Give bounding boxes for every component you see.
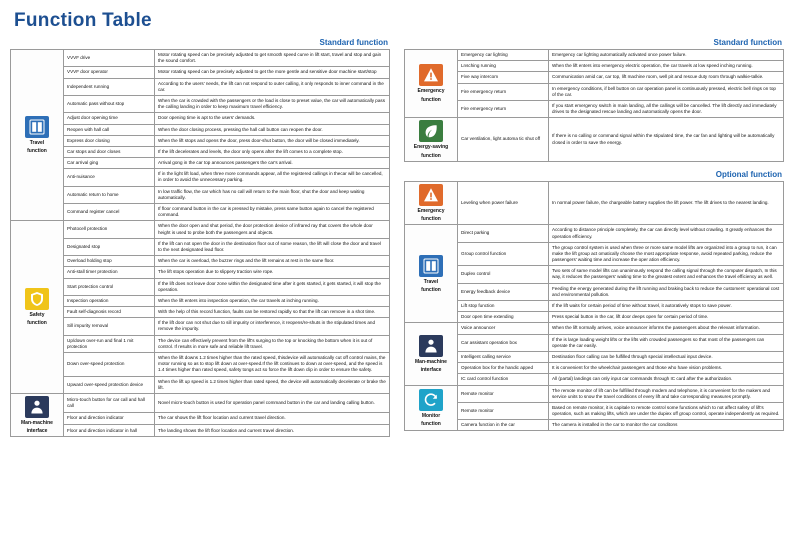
function-name-cell: Lnsching running [458, 61, 549, 72]
function-name-cell: Fault self-diagnosis record [64, 307, 155, 318]
function-desc-cell: If the lift waits for certain period of time without travel, it autoratively stops to save power. [549, 301, 784, 312]
function-desc-cell: According to the users' needs, the lift can not respond to outer calling, it only responds to inner command in the car. [155, 78, 390, 95]
function-desc-cell: It is convenient for the wheelchair passengers and those who have vision problems. [549, 363, 784, 374]
function-name-cell: Independent running [64, 78, 155, 95]
function-name-cell: Photocell protection [64, 221, 155, 238]
function-name-cell: Direct parking [458, 225, 549, 242]
standard-function-heading-right: Standard function [713, 38, 782, 47]
table-row [11, 67, 390, 78]
function-name-cell: Down over-speed protection [64, 353, 155, 377]
category-cell [405, 181, 458, 225]
category-cell [405, 385, 458, 431]
function-desc-cell: If you start emergency switch in main landing, all the callings will be cancelled. The lift directly and immediately drives to the designated rescue landing and automatically opens the door. [549, 100, 784, 117]
table-row [405, 402, 784, 419]
function-desc-cell: The device can effectively prevent from the lift's surging to the top or knocking the bottom when it is out of control. If results in more safe and reliable lift travel. [155, 335, 390, 352]
function-desc-cell: Communication amid car, car top, lift machine room, well pit and rescue duty room through walkie-talkie. [549, 72, 784, 83]
function-name-cell: Micro-touch button for car call and hall call [64, 393, 155, 412]
category-cell [405, 225, 458, 323]
category-label: function [421, 216, 441, 223]
function-name-cell: Designated stop [64, 238, 155, 255]
function-name-cell: Express door closing [64, 135, 155, 146]
table-row [405, 266, 784, 283]
function-desc-cell: Motor rotating speed can be precisely adjusted to get the more gentle and sensitive door machine start/stop [155, 67, 390, 78]
function-name-cell: Fire emergency return [458, 83, 549, 100]
function-desc-cell: If the lift can not open the door in the destination floor out of some reason, the lift will close the door and travel to the next designated lead floor. [155, 238, 390, 255]
function-desc-cell: Emergency car lighting automatically activated once power failure. [549, 50, 784, 61]
function-desc-cell: When the lift enters into inspection operation, the car travels at inching running. [155, 295, 390, 306]
category-label: Safety [29, 311, 45, 318]
function-name-cell: Automatic pass without stop [64, 95, 155, 112]
function-name-cell: Inspection operation [64, 295, 155, 306]
function-name-cell: VVVF door operator [64, 67, 155, 78]
function-name-cell: Operation box for the handic apped [458, 363, 549, 374]
function-name-cell: Start protection control [64, 278, 155, 295]
category-label: interface [420, 366, 442, 373]
table-row [11, 50, 390, 67]
table-row [405, 100, 784, 117]
table-row [11, 78, 390, 95]
category-cell [405, 323, 458, 385]
emergency-alert-icon [419, 184, 443, 206]
category-label: function [27, 320, 47, 327]
function-desc-cell: According to distance principle completely, the car can directly level without crawling. It greatly enhances the operation efficiency. [549, 225, 784, 242]
function-name-cell: Intelligent calling service [458, 351, 549, 362]
function-desc-cell: The camera is installed in the car to monitor the car conditons [549, 420, 784, 431]
table-row [11, 221, 390, 238]
category-cell [11, 50, 64, 221]
function-name-cell: Emergency car lighting [458, 50, 549, 61]
function-desc-cell: Two sets of same model lifts can unanimously respond the calling signal through the computer dispatch, In this way, it reduces the passengers' waiting time to the greatest extent and enhances the travel efficiency as well. [549, 266, 784, 283]
function-desc-cell: If the lift decelerates and levels, the door only opens after the lift comes to a complete stop. [155, 146, 390, 157]
standard-function-heading: Standard function [319, 38, 388, 47]
table-row [11, 318, 390, 335]
right-column [404, 38, 784, 431]
table-row [11, 267, 390, 278]
table-row [405, 50, 784, 61]
function-desc-cell: All (partal) landings can only input car commands through IC card after the authorization. [549, 374, 784, 385]
function-desc-cell: When the lift normally arrives, voice announcer informs the passengers about the relevant information. [549, 323, 784, 334]
table-row [405, 312, 784, 323]
function-name-cell: IC card control function [458, 374, 549, 385]
category-cell [11, 221, 64, 394]
man-machine-interface-icon [25, 396, 49, 418]
two-column-layout [10, 38, 790, 437]
standard-function-table-left [10, 49, 390, 437]
function-desc-cell: When the lift up speed is 1.2 times higher than rated speed, the device will automatically decelerate or brake the lift. [155, 376, 390, 393]
table-row [11, 412, 390, 424]
function-name-cell: Reopen with hall call [64, 124, 155, 135]
function-desc-cell: Novel micro-touch button is used for operation panel command button in the car and landing calling button. [155, 393, 390, 412]
table-row [11, 135, 390, 146]
table-row [405, 351, 784, 362]
function-desc-cell: Arrival gong in the car top announces passengers the car's arrival. [155, 158, 390, 169]
function-desc-cell: In normal power failure, the chargeable battery supplies the lift power. The lift drives to the nearest landing. [549, 181, 784, 225]
category-label: Energy-saving [413, 144, 449, 151]
function-name-cell: Group control function [458, 242, 549, 266]
table-row [11, 124, 390, 135]
left-column [10, 38, 390, 437]
table-row [11, 95, 390, 112]
duplex-control-icon [419, 255, 443, 277]
table-row [405, 385, 784, 402]
function-name-cell: Camera function in the car [458, 420, 549, 431]
function-desc-cell: When the car is crowded with the passengers or the load is close to preset value, the car will automatically pass the calling landing in order to keep maximum travel efficiency. [155, 95, 390, 112]
category-cell [405, 118, 458, 162]
table-row [405, 363, 784, 374]
function-desc-cell: If the lift does not leave door zone within the designated time after it gets started, it gets started, it will stop the operation. [155, 278, 390, 295]
function-desc-cell: Press special button in the car, lift door deeps open for certain period of time. [549, 312, 784, 323]
function-desc-cell: Motor rotating speed can be precisely adjusted to get smooth speed curve in lift start, travel and stop and gain the sound comfort. [155, 50, 390, 67]
function-desc-cell: When the lift stops and opens the door, press door-shut button, the door will be closed immediately. [155, 135, 390, 146]
function-desc-cell: The lift stops operation due to slippery traction wire rope. [155, 267, 390, 278]
function-desc-cell: When the lift downs 1.2 times higher than the rated speed, thisdevice will automatically cut off control mains, the motor running so as to stop lift down at over-speed.If the lift continues to down at over-speed, and the speed is 1.4 times higher than rated speed, safety tongs act so force the lift down clip in order to ensure the safety. [155, 353, 390, 377]
function-desc-cell: If the is large loading weight lifts or the lifts with crowded passengers so that most of the passengers can operate the car easily. [549, 334, 784, 351]
function-desc-cell: If the lift door can not shut due to sill impurity or interference, it reopens/re-shuts in the stipulated times and remove the impurity. [155, 318, 390, 335]
function-name-cell: Duplex control [458, 266, 549, 283]
table-row [11, 146, 390, 157]
table-row [11, 278, 390, 295]
table-row [405, 420, 784, 431]
function-name-cell: Up/down over-run and final 1 mit protection [64, 335, 155, 352]
category-label: function [421, 420, 441, 427]
function-name-cell: Fire emergency return [458, 100, 549, 117]
function-desc-cell: When the door open and shut period, the door protection device of infrared ray that covers the whole door height is used to probe both the passengers and objects. [155, 221, 390, 238]
table-row [405, 334, 784, 351]
elevator-travel-icon [25, 116, 49, 138]
function-desc-cell: If there is no calling or command signal within the stipulated time, the car fan and lighting will be automatically closed in order to save the energy. [549, 118, 784, 162]
optional-function-heading: Optional function [715, 169, 782, 179]
function-name-cell: Remote monitor [458, 385, 549, 402]
monitor-remote-icon [419, 389, 443, 411]
function-desc-cell: The group control system is used when three or more same model lifts are organized into a group to run, it can make the lift group act omatically choose the most appropriate response, avoid repeated parking, reduce the passengers' waiting time and increase the oper ation efficiency. [549, 242, 784, 266]
category-label: Emergency [417, 207, 445, 214]
function-name-cell: Car assistant operation box [458, 334, 549, 351]
table-row [405, 72, 784, 83]
table-row [405, 118, 784, 162]
category-label: Travel [29, 139, 45, 146]
function-desc-cell: When the door closing process, pressing the hall call button can reopen the door. [155, 124, 390, 135]
category-label: function [27, 148, 47, 155]
function-desc-cell: In emergency conditions, if bell button on car operation panel is continuously pressed, electric bell rings on top of the car. [549, 83, 784, 100]
table-row [11, 204, 390, 221]
emergency-alert-icon [419, 64, 443, 86]
category-label: Travel [423, 278, 439, 285]
function-name-cell: Door open time extending [458, 312, 549, 323]
safety-shield-icon [25, 288, 49, 310]
function-name-cell: VVVF drive [64, 50, 155, 67]
table-row [405, 323, 784, 334]
function-desc-cell: In low traffic flow, the car which has no call will return to the main floor, shut the door and keep waiting automatically. [155, 186, 390, 203]
function-name-cell: Anti-stall timer protection [64, 267, 155, 278]
table-row [11, 353, 390, 377]
function-name-cell: Anti-nuisance [64, 169, 155, 186]
category-cell [11, 393, 64, 437]
function-name-cell: Floor and direction indicator in hall [64, 425, 155, 437]
function-name-cell: Car arrival ging [64, 158, 155, 169]
table-row [405, 374, 784, 385]
category-label: function [421, 286, 441, 293]
table-row [11, 169, 390, 186]
function-name-cell: Car ventilation, light automa tic shut off [458, 118, 549, 162]
page-title: Function Table [14, 10, 152, 31]
category-label: Emergency [417, 88, 445, 95]
function-desc-cell: The remote monitor of lift can be fulfilled through modem and telephone, it is convenient for the makers and service units to snow the travel conditions of every lift and take corresponding measures promptly. [549, 385, 784, 402]
function-desc-cell: Based on remote monitor, it is capitale to remote control some functions which to not affect safety of lift's operation, such as making lifts, which are under the dupiex off group control, operate independently as required. [549, 402, 784, 419]
function-name-cell: Upward over-speed protection device [64, 376, 155, 393]
standard-function-table-right [404, 49, 784, 162]
function-desc-cell: If floor command button in the car is pressed by mistake, press same button again to cancel the registered command. [155, 204, 390, 221]
function-desc-cell: Feeding the energy generated during the lift running and braking back to reduce the customers' operational cost and environmental pollution. [549, 283, 784, 300]
table-row [405, 225, 784, 242]
function-name-cell: Adjust door opening time [64, 113, 155, 124]
table-row [11, 376, 390, 393]
category-label: Monitor [421, 412, 441, 419]
table-row [11, 238, 390, 255]
table-row [405, 83, 784, 100]
table-row [405, 181, 784, 225]
function-name-cell: Leveling when power failure [458, 181, 549, 225]
function-desc-cell: With the help of this record function, faults can be restored rapidly so that the lift can remove in a shot time. [155, 307, 390, 318]
function-name-cell: Automatic return to home [64, 186, 155, 203]
table-row [11, 158, 390, 169]
category-label: function [421, 152, 441, 159]
table-row [11, 307, 390, 318]
function-name-cell: Five way intercom [458, 72, 549, 83]
function-name-cell: Voice announcer [458, 323, 549, 334]
man-machine-interface-icon [419, 335, 443, 357]
function-desc-cell: When the lift enters into emergency electric operation, the car travels at low speed inching running. [549, 61, 784, 72]
table-row [11, 186, 390, 203]
function-name-cell: Command register cancel [64, 204, 155, 221]
category-label: interface [26, 428, 48, 435]
table-row [405, 283, 784, 300]
table-row [405, 242, 784, 266]
function-name-cell: Floor and direction indicator [64, 412, 155, 424]
function-desc-cell: Destination floor calling can be fulfilled through special intellectual input device. [549, 351, 784, 362]
table-row [11, 425, 390, 437]
function-desc-cell: The landing shows the lift floor location and current travel direction. [155, 425, 390, 437]
function-name-cell: Car stops and door closes [64, 146, 155, 157]
table-row [11, 335, 390, 352]
table-row [405, 61, 784, 72]
function-name-cell: Remote monitor [458, 402, 549, 419]
table-row [11, 295, 390, 306]
category-label: Man-machine [415, 358, 447, 365]
table-row [11, 393, 390, 412]
function-name-cell: Lift stop function [458, 301, 549, 312]
optional-function-table [404, 181, 784, 432]
category-label: function [421, 96, 441, 103]
function-name-cell: Sill impurity removal [64, 318, 155, 335]
function-desc-cell: When the car is overload, the buzzer rings and the lift remains at rest in the same floor. [155, 256, 390, 267]
energy-saving-leaf-icon [419, 120, 443, 142]
category-label: Man-machine [21, 419, 53, 426]
function-name-cell: Energy feedback device [458, 283, 549, 300]
table-row [11, 113, 390, 124]
function-desc-cell: If in the light lift load, when three more commands appear, all the registered callings in thecar will be cancelled, in order to avoid the unnecessary parking. [155, 169, 390, 186]
function-desc-cell: Door opening time is apt to the users' demands. [155, 113, 390, 124]
table-row [405, 301, 784, 312]
table-row [11, 256, 390, 267]
function-name-cell: Overload holding stop [64, 256, 155, 267]
category-cell [405, 50, 458, 118]
function-desc-cell: The car shows the lift floor location and current travel direction. [155, 412, 390, 424]
